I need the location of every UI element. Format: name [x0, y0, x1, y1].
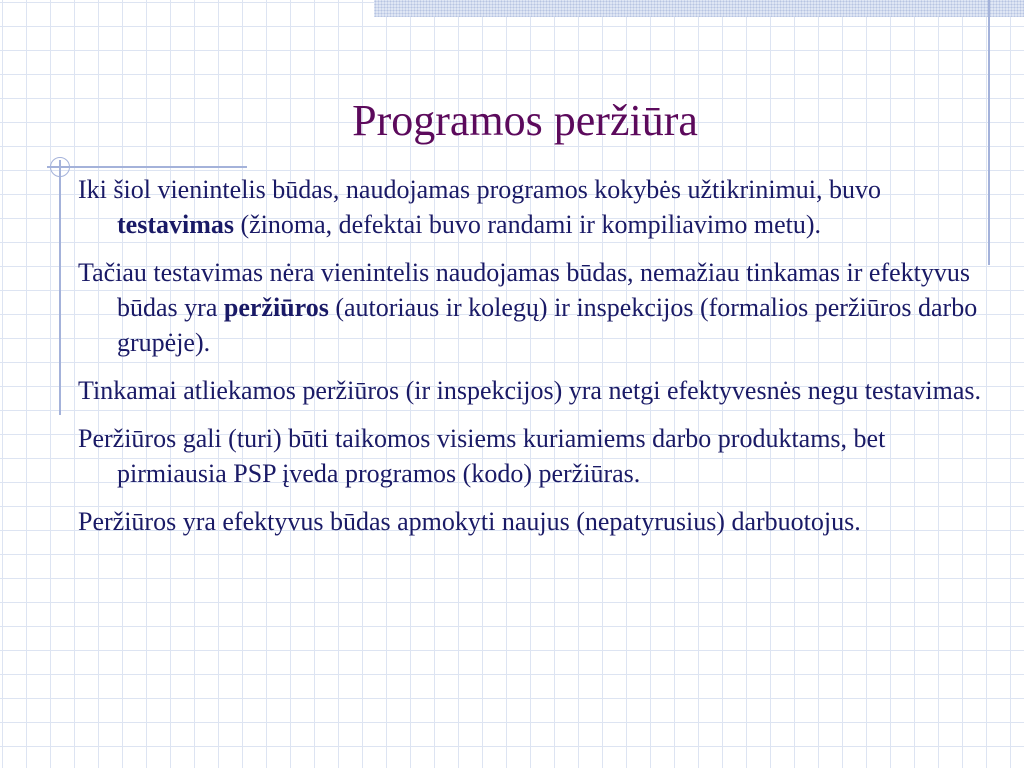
left-vertical-accent-line	[59, 160, 61, 415]
top-decorative-band	[374, 0, 1024, 17]
bullet-item	[78, 255, 990, 360]
bullet-text-tail: (autoriaus ir kolegų) ir inspekcijos (formalios peržiūros darbo grupėje).	[117, 293, 978, 357]
bullet-text-tail: (žinoma, defektai buvo randami ir kompiliavimo metu).	[233, 210, 821, 239]
bullet-emphasis: testavimas	[117, 210, 234, 239]
bullet-item	[78, 504, 990, 539]
bullet-text: Peržiūros yra efektyvus būdas apmokyti naujus (nepatyrusius) darbuotojus.	[78, 507, 861, 536]
bullet-text: Tačiau testavimas nėra vienintelis naudojamas būdas, nemažiau tinkamas ir efektyvus būdas yra	[78, 258, 970, 322]
bullet-item	[78, 421, 990, 491]
bullet-item	[78, 373, 990, 408]
bullet-text: Peržiūros gali (turi) būti taikomos visiems kuriamiems darbo produktams, bet pirmiausia PSP įveda programos (kodo) peržiūras.	[78, 424, 886, 488]
bullet-emphasis: peržiūros	[223, 293, 329, 322]
bullet-item	[78, 172, 990, 242]
bullet-list	[78, 172, 990, 552]
slide-title: Programos peržiūra	[352, 96, 698, 145]
bullet-text: Tinkamai atliekamos peržiūros (ir inspekcijos) yra netgi efektyvesnės negu testavimas.	[78, 376, 982, 405]
bullet-text: Iki šiol vienintelis būdas, naudojamas programos kokybės užtikrinimui, buvo	[78, 175, 882, 204]
title-underline-accent	[47, 166, 247, 168]
accent-circle-icon	[50, 157, 70, 177]
